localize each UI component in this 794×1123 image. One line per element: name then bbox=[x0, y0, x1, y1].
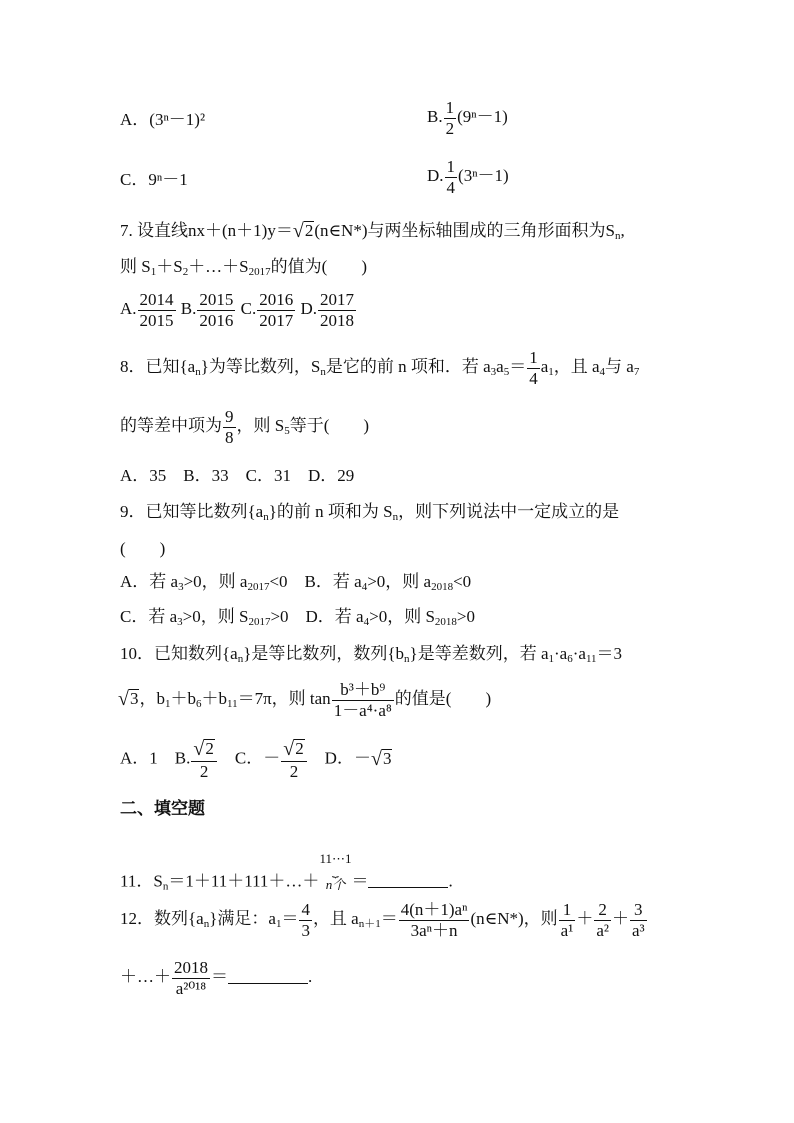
q10-options[interactable]: A．1 B. $\frac{√2}{2}$ C．－ $\frac{√2}{2}$ D．－√3 bbox=[120, 738, 392, 781]
answer-blank[interactable] bbox=[228, 983, 308, 984]
q9-stem-line1: 9．已知等比数列$\{a_n\}$的前 n 项和为 $S_n$，则下列说法中一定成立的是 bbox=[120, 502, 620, 523]
q6-option-b[interactable]: B. $\frac{1}{2}$ (9ⁿ－1) bbox=[427, 98, 508, 138]
q10-stem-line2: √3，$b_1+b_6+b_{11}=7\pi$，则 tan $\frac{\text{b³＋b⁹}}{\text{1－a⁴·a⁸}}$ 的值是( ) bbox=[118, 680, 492, 720]
q9-answer-bracket: ( ) bbox=[120, 539, 166, 558]
q6-option-d[interactable]: D. $\frac{1}{4}$ (3ⁿ－1) bbox=[427, 157, 509, 197]
section-heading: 二、填空题 bbox=[120, 799, 205, 818]
q8-stem-line2: 的等差中项为 $\frac{9}{8}$ ，则 $S_5$等于( ) bbox=[120, 407, 370, 447]
q7-stem-line2: 则 $S_1+S_2+\dots+S_{2017}$的值为( ) bbox=[120, 257, 367, 278]
fraction: $\frac{1}{4}$ bbox=[446, 157, 456, 197]
q9-options-cd[interactable]: C．若 $a_3>0$，则 $S_{2017}>0$ D．若 $a_4>0$，则 $S_{2018}>0$ bbox=[120, 607, 475, 628]
q12-stem-line1: 12．数列$\{a_n\}$满足：$a_1=$ $\frac{4}{3}$ ，且 $a_{n+1}=$ $\frac{\text{4(n＋1)aⁿ}}{\text{3aⁿ＋n}}$ (n∈N*)，则 $\frac{1}{\text{a¹}}$ ＋ $\frac{2}{\text{a²}}$ ＋ $\frac{3}{\text{a³}}$ bbox=[120, 900, 645, 940]
q8-options[interactable]: A．35 B．33 C．31 D．29 bbox=[120, 466, 355, 485]
q7-option-b[interactable]: B. $\frac{2015}{2016}$ bbox=[180, 290, 234, 330]
q7-stem-line1: 7. 设直线nx＋(n＋1)y＝√2(n∈N*)与两坐标轴围成的三角形面积为$S_n$, bbox=[120, 220, 625, 242]
q7-option-d[interactable]: D. $\frac{2017}{2018}$ bbox=[300, 290, 354, 330]
underbrace-term: 11⋯1 ⏟ n个 bbox=[319, 851, 352, 893]
q6-option-c[interactable]: C．9ⁿ－1 bbox=[120, 170, 188, 189]
q11-stem: 11．$S_n=1+11+111+\dots+$ 11⋯1 ⏟ n个 ＝ . bbox=[120, 851, 453, 893]
q7-option-a[interactable]: A. $\frac{2014}{2015}$ bbox=[120, 290, 174, 330]
q7-option-c[interactable]: C. $\frac{2016}{2017}$ bbox=[240, 290, 294, 330]
q6-option-a[interactable]: A．(3ⁿ－1)² bbox=[120, 110, 206, 129]
q7-options bbox=[120, 290, 357, 330]
q10-stem-line1: 10．已知数列$\{a_n\}$是等比数列，数列$\{b_n\}$是等差数列，若 $a_1\cdot a_6\cdot a_{11}=3$ bbox=[120, 644, 623, 665]
q8-stem-line1: 8．已知$\{a_n\}$为等比数列，$S_n$是它的前 n 项和．若 $a_3a_5=$ $\frac{1}{4}$ $a_1$，且 $a_4$与 $a_7$ bbox=[120, 348, 640, 388]
answer-blank[interactable] bbox=[368, 887, 448, 888]
fraction: $\frac{1}{2}$ bbox=[445, 98, 455, 138]
sqrt-symbol: √ bbox=[292, 220, 304, 242]
q9-options-ab[interactable]: A．若 $a_3>0$，则 $a_{2017}<0$ B．若 $a_4>0$，则 $a_{2018}<0$ bbox=[120, 572, 472, 593]
q12-stem-line2: ＋…＋ $\frac{2018}{\text{a²⁰¹⁸}}$ ＝ . bbox=[120, 958, 313, 998]
